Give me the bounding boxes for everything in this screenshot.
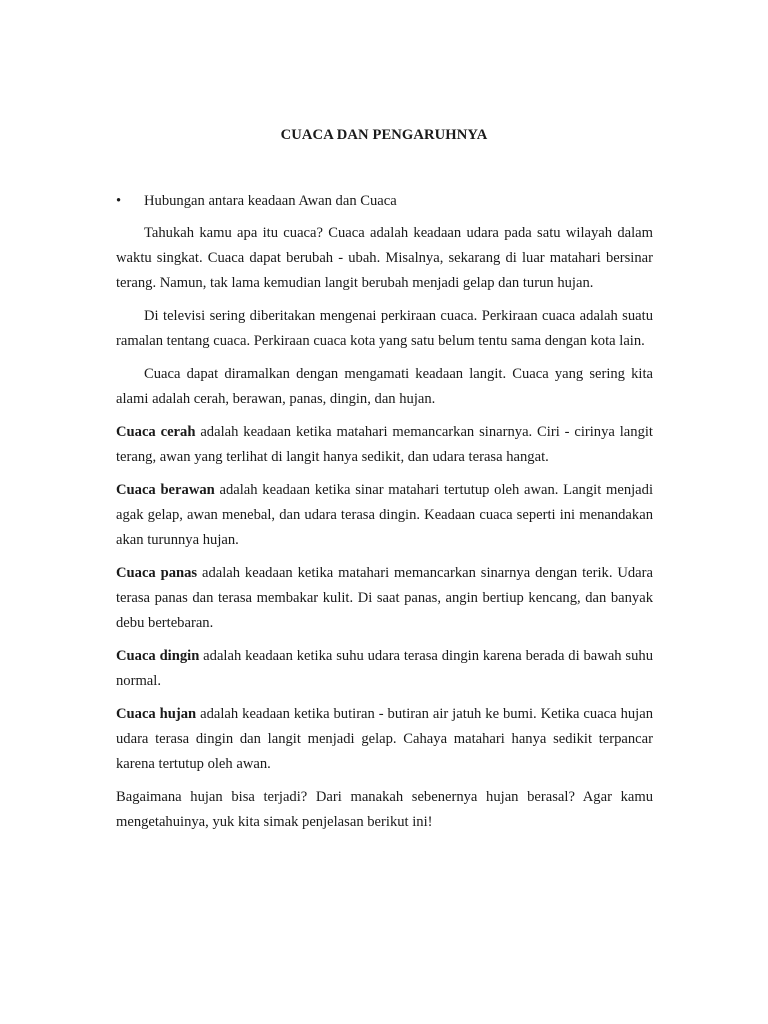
paragraph-intro: Tahukah kamu apa itu cuaca? Cuaca adalah keadaan udara pada satu wilayah dalam waktu singkat. Cuaca dapat berubah - ubah. Misalnya, sekarang di luar matahari bersinar terang. Namun, tak lama kemudian langit berubah menjadi gelap dan turun hujan. xyxy=(116,225,653,291)
weather-description: adalah keadaan ketika sinar matahari tertutup oleh awan. Langit menjadi agak gelap, awan menebal, dan udara terasa dingin. Keadaan cuaca seperti ini menandakan akan turunnya hujan. xyxy=(116,482,653,548)
weather-definition xyxy=(116,478,653,553)
paragraph-closing: Bagaimana hujan bisa terjadi? Dari manakah sebenernya hujan berasal? Agar kamu mengetahuinya, yuk kita simak penjelasan berikut ini! xyxy=(116,789,653,830)
weather-description: adalah keadaan ketika matahari memancarkan sinarnya dengan terik. Udara terasa panas dan terasa membakar kulit. Di saat panas, angin bertiup kencang, dan banyak debu bertebaran. xyxy=(116,565,653,631)
weather-definition xyxy=(116,561,653,636)
weather-definition xyxy=(116,420,653,470)
weather-term: Cuaca berawan xyxy=(116,482,215,498)
bullet-icon: • xyxy=(116,193,122,209)
document-body xyxy=(116,221,653,843)
page-title: CUACA DAN PENGARUHNYA xyxy=(280,127,488,143)
weather-term: Cuaca hujan xyxy=(116,706,197,722)
paragraph-forecast: Di televisi sering diberitakan mengenai perkiraan cuaca. Perkiraan cuaca adalah suatu ramalan tentang cuaca. Perkiraan cuaca kota yang satu belum tentu sama dengan kota lain. xyxy=(116,308,653,349)
weather-definition xyxy=(116,702,653,777)
weather-definition xyxy=(116,644,653,694)
weather-description: adalah keadaan ketika suhu udara terasa dingin karena berada di bawah suhu normal. xyxy=(116,648,653,689)
weather-description: adalah keadaan ketika matahari memancarkan sinarnya. Ciri - cirinya langit terang, awan yang terlihat di langit hanya sedikit, dan udara terasa hangat. xyxy=(116,424,653,465)
weather-description: adalah keadaan ketika butiran - butiran air jatuh ke bumi. Ketika cuaca hujan udara terasa dingin dan langit menjadi gelap. Cahaya matahari hanya sedikit terpancar karena tertutup oleh awan. xyxy=(116,706,654,772)
weather-term: Cuaca panas xyxy=(116,565,198,581)
weather-term: Cuaca cerah xyxy=(116,424,196,440)
bullet-item xyxy=(116,191,656,211)
bullet-text: Hubungan antara keadaan Awan dan Cuaca xyxy=(144,193,397,209)
weather-term: Cuaca dingin xyxy=(116,648,200,664)
paragraph-observation: Cuaca dapat diramalkan dengan mengamati keadaan langit. Cuaca yang sering kita alami adalah cerah, berawan, panas, dingin, dan hujan. xyxy=(116,366,653,407)
